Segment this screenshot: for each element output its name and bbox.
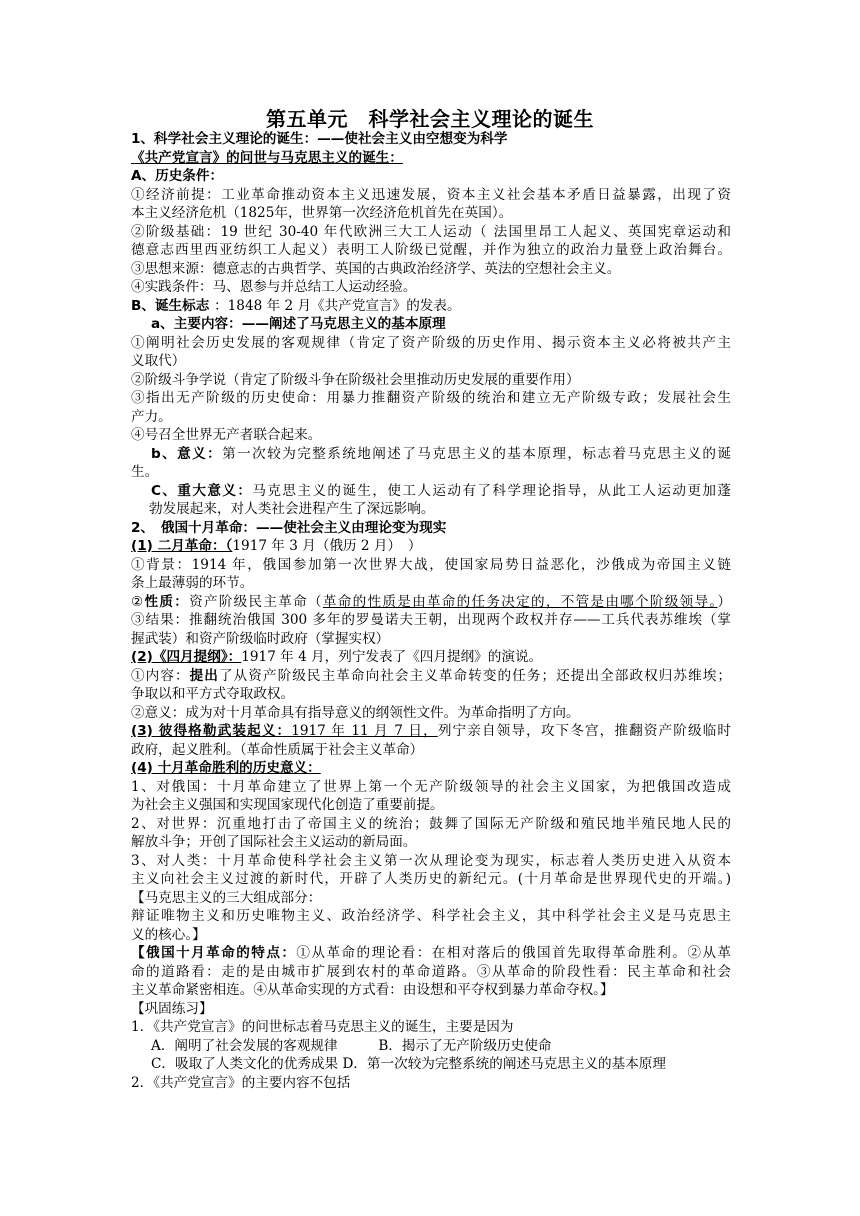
text-line <box>131 389 731 408</box>
text-run: 了从资产阶级民主革命向社会主义革命转变的任务；还提出全部政权归苏维埃； <box>218 667 731 684</box>
text-line <box>131 741 731 760</box>
text-run: 握武装）和资产阶级临时政府（掌握实权） <box>131 630 390 647</box>
text-run: A、历史条件： <box>131 168 224 184</box>
text-line <box>131 1037 731 1056</box>
page-title: 第五单元 科学社会主义理论的诞生 <box>266 107 594 131</box>
text-line <box>131 167 731 186</box>
text-line <box>131 1000 731 1019</box>
text-run: 解放斗争；开创了国际社会主义运动的新局面。 <box>131 834 417 850</box>
text-line <box>131 1074 731 1093</box>
text-run: ② <box>131 593 145 610</box>
text-run: (2)《四月提纲》： <box>131 649 242 665</box>
text-run: ①从革命的理论看：在相对落后的俄国首先取得革命胜利。②从革 <box>296 945 731 961</box>
text-line <box>131 815 731 834</box>
text-line <box>131 870 731 889</box>
text-line <box>131 463 731 482</box>
text-run: 1917 年 3 月（俄历 2 月） ） <box>232 538 422 554</box>
text-run: 资产阶级民主革命（ <box>189 593 323 610</box>
text-run: 2、对世界：沉重地打击了帝国主义的统治；鼓舞了国际无产阶级和殖民地半殖民地人民的 <box>131 815 731 832</box>
text-run: C、重大意义： <box>151 482 253 499</box>
text-run: ：1848 年 2 月《共产党宣言》的发表。 <box>214 297 461 314</box>
text-line <box>131 278 731 297</box>
text-run: ①经济前提：工业革命推动资本主义迅速发展，资本主义社会基本矛盾日益暴露，出现了资 <box>131 186 731 203</box>
text-line <box>131 648 731 667</box>
text-run: ①背景：1914 年，俄国参加第一次世界大战，使国家局势日益恶化，沙俄成为帝国主义链 <box>131 556 731 573</box>
text-line <box>131 778 731 797</box>
text-run: ①内容： <box>131 667 190 684</box>
text-line <box>131 889 731 908</box>
text-line <box>131 963 731 982</box>
text-line <box>131 796 731 815</box>
text-line <box>131 537 731 556</box>
text-run: 2．《共产党宣言》的主要内容不包括 <box>131 1074 351 1091</box>
text-line <box>131 445 731 464</box>
text-line <box>131 241 731 260</box>
text-run: ③结果：推翻统治俄国 300 多年的罗曼诺夫王朝，出现两个政权并存——工兵代表苏维埃（掌 <box>131 612 731 628</box>
text-run: ④号召全世界无产者联合起来。 <box>131 427 322 443</box>
text-run: 2、 俄国十月革命：——使社会主义由理论变为现实 <box>131 519 447 536</box>
text-run: ②阶级斗争学说（肯定了阶级斗争在阶级社会里推动历史发展的重要作用） <box>131 371 580 388</box>
text-line <box>131 593 731 612</box>
text-run: 1、科学社会主义理论的诞生：——使社会主义由空想变为科学 <box>131 131 508 147</box>
text-line <box>131 204 731 223</box>
text-run: 主义革命紧密相连。④从革命实现的方式看：由设想和平夺权到暴力革命夺权。】 <box>131 982 614 998</box>
text-run: 【巩固练习】 <box>131 1000 213 1017</box>
text-line <box>131 981 731 1000</box>
text-run: 提出 <box>189 667 219 684</box>
text-run: (4) 十月革命胜利的历史意义： <box>131 760 321 776</box>
text-run: 本主义经济危机（1825年，世界第一次经济危机首先在英国）。 <box>131 205 513 221</box>
text-line <box>131 630 731 649</box>
text-run: ①阐明社会历史发展的客观规律（肯定了资产阶级的历史作用、揭示资本主义必将被共产主 <box>131 334 731 351</box>
text-line <box>131 722 731 741</box>
text-run: 主义向社会主义过渡的新时代，开辟了人类历史的新纪元。(十月革命是世界现代史的开端。) <box>131 871 731 887</box>
text-run: 产力。 <box>131 408 172 425</box>
text-run: 性质： <box>144 593 190 610</box>
text-run: 第一次较为完整系统地阐述了马克思主义的基本原理，标志着马克思主义的诞 <box>222 445 731 462</box>
text-run: B、诞生标志 <box>131 297 215 314</box>
text-line <box>131 223 731 242</box>
text-run: 义取代） <box>131 353 186 369</box>
text-run: ②阶级基础：19 世纪 30-40 年代欧洲三大工人运动（ 法国里昂工人起义、英国宪章运动和 <box>131 223 731 240</box>
text-line <box>131 685 731 704</box>
text-run: (3) 彼得格勒武装起义： <box>131 723 292 739</box>
text-run: 德意志西里西亚纺织工人起义）表明工人阶级已觉醒，并作为独立的政治力量登上政治舞台。 <box>131 242 731 258</box>
text-line <box>131 611 731 630</box>
text-run: 1、对俄国：十月革命建立了世界上第一个无产阶级领导的社会主义国家，为把俄国改造成 <box>131 778 731 795</box>
text-run: ③指出无产阶级的历史使命：用暴力推翻资产阶级的统治和建立无产阶级专政；发展社会生 <box>131 390 731 406</box>
text-run: 为社会主义强国和实现国家现代化创造了重要前提。 <box>131 797 444 813</box>
text-run: 3、对人类：十月革命使科学社会主义第一次从理论变为现实，标志着人类历史进入从资本 <box>131 852 731 869</box>
text-run: (1) 二月革命：（ <box>131 538 233 554</box>
text-line <box>131 852 731 871</box>
text-run: 马克思主义的诞生，使工人运动有了科学理论指导，从此工人运动更加蓬 <box>252 482 731 499</box>
text-run: ④实践条件：马、恩参与并总结工人运动经验。 <box>131 279 417 295</box>
text-line <box>131 130 731 149</box>
text-line <box>131 315 731 334</box>
text-line <box>131 519 731 538</box>
text-run: 【马克思主义的三大组成部分： <box>131 889 322 906</box>
text-run: 1917 年 11 月 7 日， <box>291 723 438 739</box>
text-line <box>131 907 731 926</box>
text-line <box>131 944 731 963</box>
text-line <box>131 556 731 575</box>
text-line <box>131 186 731 205</box>
text-run: 辩证唯物主义和历史唯物主义、政治经济学、科学社会主义，其中科学社会主义是马克思主 <box>131 908 731 924</box>
text-line <box>131 1055 731 1074</box>
text-line <box>131 426 731 445</box>
text-line <box>131 408 731 427</box>
text-run: b、意义： <box>151 445 223 462</box>
text-line <box>131 260 731 279</box>
text-line <box>131 334 731 353</box>
text-run: 政府，起义胜利。（革命性质属于社会主义革命） <box>131 741 424 758</box>
text-line <box>131 704 731 723</box>
text-run: ②意义：成为对十月革命具有指导意义的纲领性文件。为革命指明了方向。 <box>131 704 580 721</box>
text-run: 条上最薄弱的环节。 <box>131 575 254 591</box>
text-line <box>131 1018 731 1037</box>
text-line <box>131 833 731 852</box>
text-run: 命的道路看：走的是由城市扩展到农村的革命道路。③从革命的阶段性看：民主革命和社会 <box>131 963 731 980</box>
text-run: 1．《共产党宣言》的问世标志着马克思主义的诞生，主要是因为 <box>131 1019 514 1035</box>
text-line <box>131 149 731 168</box>
text-run: ③思想来源：德意志的古典哲学、英国的古典政治经济学、英法的空想社会主义。 <box>131 260 621 277</box>
text-run: 列宁亲自领导，攻下冬宫，推翻资产阶级临时 <box>437 723 731 739</box>
text-run: 义的核心。】 <box>131 926 206 943</box>
text-line <box>131 352 731 371</box>
text-run: a、主要内容：——阐述了马克思主义的基本原理 <box>151 316 446 332</box>
text-line <box>131 297 731 316</box>
text-run: 争取以和平方式夺取政权。 <box>131 686 295 702</box>
text-run: C．吸取了人类文化的优秀成果 D．第一次较为完整系统的阐述马克思主义的基本原理 <box>151 1056 666 1072</box>
text-run: 【俄国十月革命的特点： <box>131 945 297 961</box>
text-line <box>131 371 731 390</box>
document-body <box>131 130 731 1092</box>
text-run: 《共产党宣言》的问世与马克思主义的诞生： <box>131 149 403 166</box>
text-line <box>131 482 731 501</box>
text-run: 生。 <box>131 464 159 480</box>
text-line <box>131 759 731 778</box>
text-line <box>131 574 731 593</box>
text-run: 勃发展起来，对人类社会进程产生了深远影响。 <box>149 501 435 517</box>
text-run: A．阐明了社会发展的客观规律 B．揭示了无产阶级历史使命 <box>151 1037 552 1054</box>
text-run: 革命的性质是由革命的任务决定的，不管是由哪个阶级领导。 <box>322 593 718 610</box>
text-run: 1917 年 4 月，列宁发表了《四月提纲》的演说。 <box>241 649 543 665</box>
text-line <box>131 926 731 945</box>
text-line <box>131 667 731 686</box>
text-run: ） <box>717 593 731 610</box>
text-line <box>131 500 731 519</box>
